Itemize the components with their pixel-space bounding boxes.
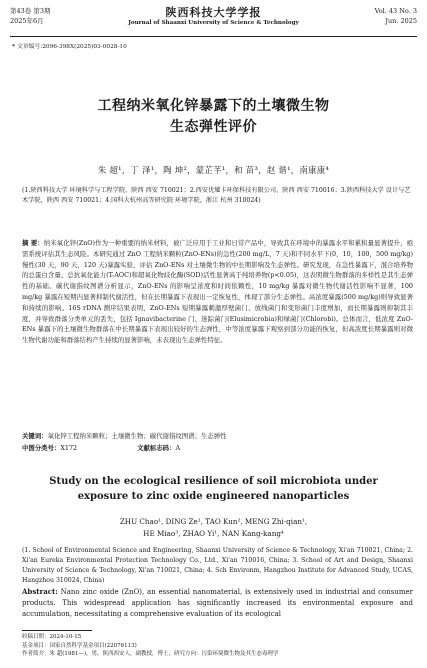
class-no-label: 中图分类号： [22,444,61,452]
title-en-line2: exposure to zinc oxide engineered nanoparticles [77,491,350,502]
keywords-cn-text: 氧化锌工程纳米颗粒；土壤微生物；碳代谢指纹图谱；生态弹性 [47,432,227,440]
abstract-en-label: Abstract: [22,587,58,596]
footnote-fund: 基金项目：国家自然科学基金项目(22076113) [22,642,137,649]
article-id [12,41,127,50]
doc-code-label: 文献标志码： [137,444,176,452]
footnote-received: 收稿日期：2024-10-15 [22,634,82,640]
classification-row [22,443,413,452]
date-cn: 2025年6月 [10,17,44,25]
footnote-author: 作者简介：朱 超(1981—)，男，陕西西安人，副教授，博士，研究方向：污染环境微生物及其生态毒理学 [22,651,279,658]
class-no: X172 [60,444,78,452]
authors-cn: 朱 超¹，丁 泽¹，陶 坤²，蒙芷芊¹，和 苗³，赵 谐¹，南康康⁴ [97,165,330,175]
title-cn [20,96,407,138]
abstract-cn-label: 摘 要： [22,239,44,247]
volume-issue-cn: 第43卷 第3期 [10,7,51,15]
abstract-cn [22,238,413,346]
authors-en-line2: HE Miao³, ZHAO Yi¹, NAN Kang-kang⁴ [143,529,284,538]
abstract-en-text: Nano zinc oxide (ZnO), an essential nanomaterial, is extensively used in industrial and consumer products. This widespread application has significantly increased its environmental exposure and accumulation, necessitating a comprehensive evaluation of its ecological [22,588,413,619]
header-right [375,6,417,26]
keywords-cn-label: 关键词： [22,432,48,440]
keywords-cn [22,431,413,442]
article-id-mark: * [12,44,16,50]
title-cn-line2: 生态弹性评价 [170,119,257,135]
header-left [10,6,50,26]
journal-name-cn: 陕西科技大学学报 [165,6,262,19]
doc-code: A [175,444,181,452]
journal-header [10,6,417,36]
header-rule [10,36,417,37]
footnotes [22,633,413,659]
title-en-line1: Study on the ecological resilience of soil microbiota under [49,476,378,487]
footnote-rule [22,630,92,631]
header-center [100,6,327,27]
title-en [20,474,407,504]
affiliations-en: (1. School of Environmental Science and Engineering, Shaanxi University of Science & Technology, Xi'an 710021, China; 2. Xi'an Eureka Environmental Protection Technology Co., Ltd., Xi'an 710016, China; 3. School of Art and Design, Shaanxi University of Science & Technology, Xi'an 710021, China; 4. Sch Environm, Hangzhou Institute for Advanced Study, UCAS, Hangzhou 310024, China) [22,547,413,584]
abstract-cn-text: 纳米氧化锌(ZnO)作为一种重要的纳米材料，被广泛应用于工业和日常产品中，导致其在环境中的暴露水平和累积量显著提升，亟需系统评估其生态风险。本研究通过 ZnO 工程纳米颗粒(ZnO-ENs)的急性(200 mg/L，7 天)和不同水平下(0，10，100，500 mg/kg)慢性(30 天，90 天，120 天)暴露实验，评估 ZnO-ENs 对土壤微生物的中长期影响及生态弹性。研究发现，在急性暴露下，混合培养物的总蛋白含量、总抗氧化能力(T-AOC)和超氧化物歧化酶(SOD)活性显著高于纯培养物(p<0.05)，这表明微生物群落的多样性是其生态弹性的基础。碳代谢指纹图谱分析显示，ZnO-ENs 的影响呈浓度和时间依赖性，10 mg/kg 暴露对微生物代谢活性影响不显著，100 mg/kg 暴露在短期内显著抑制代谢活性，但在长期暴露下表现出一定恢复性，体现了部分生态弹性。高浓度暴露(500 mg/kg)则导致显著和持续的影响。16S rDNA 测序结果表明，ZnO-ENs 短期暴露刺激厚壁菌门、放线菌门和变形菌门丰度增加，而长期暴露则抑制其丰度，并导致群落分类单元的丢失，包括 Ignavibacterine 门、迷踪菌门(Elusimicrobia)和绿菌门(Chlorobi)。总体而言，低浓度 ZnO-ENs 暴露下的土壤微生物群落在中长期暴露下表现出较好的生态弹性，中等浓度暴露下观察到部分功能的恢复，但高浓度长期暴露则对微生物代谢功能和群落结构产生持续的显著影响，未表现出生态弹性特征。 [22,239,413,345]
authors-en-line1: ZHU Chao¹, DING Ze¹, TAO Kun², MENG Zhi-qian¹, [119,517,308,526]
title-cn-line1: 工程纳米氧化锌暴露下的土壤微生物 [97,98,330,114]
article-id-text: 文章编号:2096-398X(2025)03-0028-10 [17,44,127,50]
journal-name-en: Journal of Shaanxi University of Science & Technology [128,20,299,26]
volume-issue-en: Vol. 43 No. 3 [374,7,417,15]
affiliations-cn: (1.陕西科技大学 环境科学与工程学院，陕西 西安 710021；2.西安优耀卡环保科技有限公司，陕西 西安 710016；3.陕西科技大学 设计与艺术学院，陕西 西安 710021；4.国科大杭州高等研究院 环境学院，浙江 杭州 310024) [22,187,411,204]
authors-en [20,516,407,540]
date-en: Jun. 2025 [385,17,417,25]
abstract-en [22,586,413,621]
